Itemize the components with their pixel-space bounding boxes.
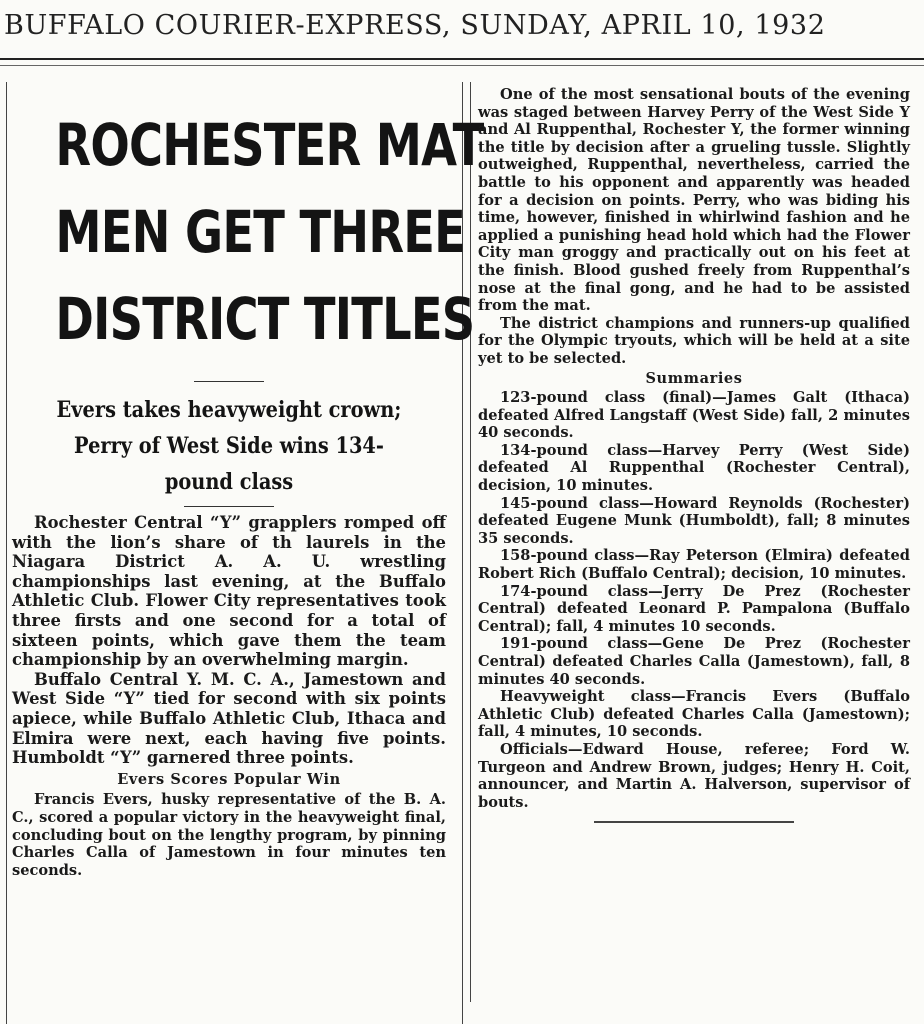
summaries-heading: Summaries: [645, 369, 743, 387]
summary-123: 123-pound class (final)—James Galt (Ithaca) defeated Alfred Langstaff (West Side) fall, 2 minutes 40 seconds.: [478, 389, 910, 442]
summary-officials: Officials—Edward House, referee; Ford W. Turgeon and Andrew Brown, judges; Henry H. Coit, announcer, and Martin A. Halverson, supervisor of bouts.: [478, 740, 910, 811]
summary-134: 134-pound class—Harvey Perry (West Side) defeated Al Ruppenthal (Rochester Central), decision, 10 minutes.: [478, 441, 910, 495]
deck-line-3: pound class: [164, 469, 294, 495]
deck: [38, 392, 420, 500]
summary-174: 174-pound class—Jerry De Prez (Rochester Central) defeated Leonard P. Pampalona (Buffalo Central); fall, 4 minutes 10 seconds.: [478, 582, 910, 635]
deck-line-1: Evers takes heavyweight crown;: [56, 397, 402, 423]
paragraph-perry-bout: One of the most sensational bouts of the evening was staged between Harvey Perry of the West Side Y and Al Ruppenthal, Rochester Y, the former winning the title by decision after a grueling tussle. Slightly outweighed, Ruppenthal, nevertheless, carried the battle to his opponent and apparently was headed for a decision on points. Perry, who was biding his time, however, finished in whirlwind fashion and he applied a punishing head hold which had the Flower City man groggy and practically out on his feet at the finish. Blood gushed freely from Ruppenthal’s nose at the final gong, and he had to be assisted from the mat.: [478, 86, 910, 315]
headline: [55, 106, 484, 367]
deck-rule: [184, 506, 274, 507]
left-column: [12, 86, 484, 879]
headline-line-1: ROCHESTER MAT: [55, 111, 484, 179]
summary-191: 191-pound class—Gene De Prez (Rochester Central) defeated Charles Calla (Jamestown), fall, 8 minutes 40 seconds.: [478, 635, 910, 688]
masthead-text: BUFFALO COURIER-EXPRESS, SUNDAY, APRIL 10, 1932: [4, 10, 826, 41]
deck-line-2: Perry of West Side wins 134-: [74, 433, 384, 459]
paragraph-lead: Rochester Central “Y” grapplers romped off with the lion’s share of th laurels in the Niagara District A. A. U. wrestling championships last evening, at the Buffalo Athletic Club. Flower City representatives took three firsts and one second for a total of sixteen points, which gave them the team championship by an overwhelming margin.: [12, 513, 446, 670]
headline-rule: [194, 381, 264, 382]
paragraph-olympic: The district champions and runners-up qualified for the Olympic tryouts, which will be held at a site yet to be selected.: [478, 314, 910, 367]
masthead-rule: [0, 65, 924, 66]
headline-line-2: MEN GET THREE: [55, 198, 466, 266]
right-column-body: [478, 86, 910, 811]
right-column: [478, 86, 910, 823]
summary-heavyweight: Heavyweight class—Francis Evers (Buffalo Athletic Club) defeated Charles Calla (Jamestown); fall, 4 minutes, 10 seconds.: [478, 688, 910, 741]
headline-line-3: DISTRICT TITLES: [55, 285, 475, 353]
paragraph-standings: Buffalo Central Y. M. C. A., Jamestown and West Side “Y” tied for second with six points apiece, while Buffalo Athletic Club, Ithaca and Elmira were next, each having five points. Humboldt “Y” garnered three points.: [12, 669, 446, 768]
end-rule: [594, 821, 794, 823]
summary-158: 158-pound class—Ray Peterson (Elmira) defeated Robert Rich (Buffalo Central); decision, 10 minutes.: [478, 547, 910, 583]
masthead: [0, 0, 924, 60]
subhead-evers: Evers Scores Popular Win: [117, 770, 341, 788]
column-divider: [470, 82, 471, 1002]
left-column-body: [12, 513, 446, 879]
summary-145: 145-pound class—Howard Reynolds (Rochester) defeated Eugene Munk (Humboldt), fall; 8 minutes 35 seconds.: [478, 494, 910, 547]
paragraph-evers: Francis Evers, husky representative of the B. A. C., scored a popular victory in the heavyweight final, concluding bout on the lengthy program, by pinning Charles Calla of Jamestown in four minutes ten seconds.: [12, 791, 446, 879]
